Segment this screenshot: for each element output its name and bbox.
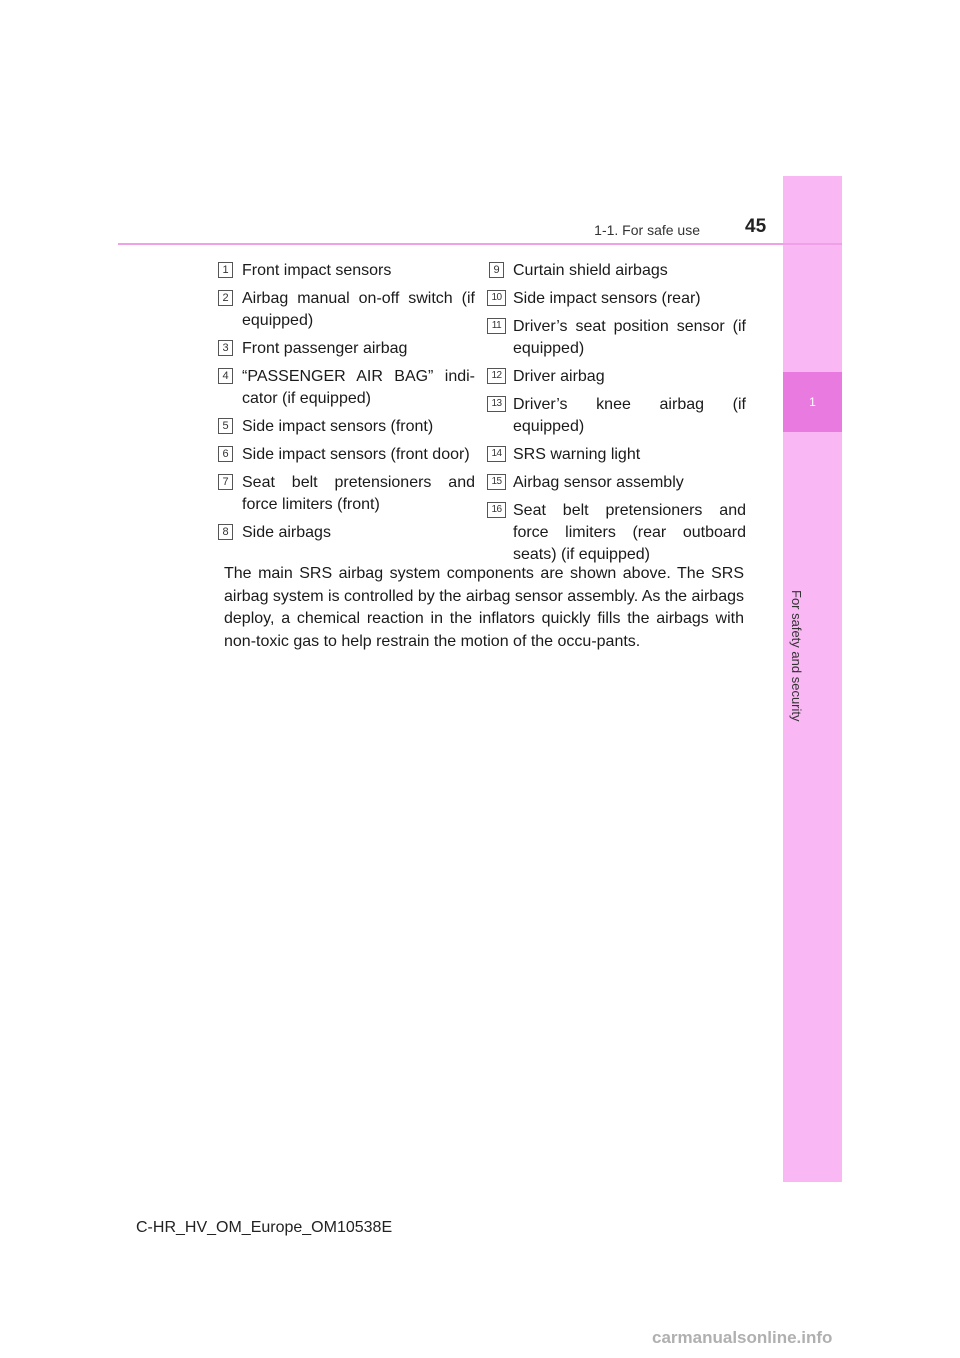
item-number-badge: 7: [218, 474, 233, 490]
legend-item-text: Seat belt pretensioners and force limiters (front): [242, 474, 475, 513]
legend-item: [486, 366, 746, 388]
legend-item-text: Side impact sensors (front): [242, 418, 434, 435]
item-number-badge: 10: [487, 290, 506, 306]
item-number-badge: 9: [489, 262, 504, 278]
legend-right-column: [486, 260, 746, 572]
legend-item-text: Seat belt pretensioners and force limiters (rear outboard seats) (if equipped): [513, 502, 746, 563]
legend-item: [215, 522, 475, 544]
legend-item-text: Front passenger airbag: [242, 340, 408, 357]
legend-item: [215, 260, 475, 282]
legend-item: [215, 416, 475, 438]
legend-item-text: “PASSENGER AIR BAG” indi-cator (if equipped): [242, 368, 475, 407]
legend-item: [215, 444, 475, 466]
site-watermark: carmanualsonline.info: [652, 1328, 833, 1347]
item-number-badge: 6: [218, 446, 233, 462]
legend-item-text: Driver airbag: [513, 368, 605, 385]
legend-item: [215, 338, 475, 360]
legend-item: [486, 444, 746, 466]
item-number-badge: 12: [487, 368, 506, 384]
item-number-badge: 4: [218, 368, 233, 384]
page-number: 45: [745, 216, 767, 237]
legend-item-text: Curtain shield airbags: [513, 262, 668, 279]
legend-item-text: Airbag manual on-off switch (if equipped): [242, 290, 475, 329]
item-number-badge: 1: [218, 262, 233, 278]
legend-item: [215, 366, 475, 410]
item-number-badge: 14: [487, 446, 506, 462]
legend-item: [486, 472, 746, 494]
body-paragraph: The main SRS airbag system components are shown above. The SRS airbag system is controlled by the airbag sensor assembly. As the airbags deploy, a chemical reaction in the inflators quickly fills the airbags with non-toxic gas to help restrain the motion of the occu-pants.: [224, 565, 744, 650]
item-number-badge: 5: [218, 418, 233, 434]
chapter-number: 1: [783, 372, 842, 432]
item-number-badge: 16: [487, 502, 506, 518]
legend-item: [215, 288, 475, 332]
legend-item-text: Airbag sensor assembly: [513, 474, 684, 491]
legend-item: [486, 260, 746, 282]
legend-item: [486, 394, 746, 438]
chapter-label: For safety and security: [789, 590, 804, 722]
item-number-badge: 15: [487, 474, 506, 490]
header-divider: [118, 243, 842, 245]
legend-item-text: Driver’s seat position sensor (if equipped): [513, 318, 746, 357]
legend-item-text: Front impact sensors: [242, 262, 392, 279]
section-title: 1-1. For safe use: [594, 222, 700, 238]
item-number-badge: 13: [487, 396, 506, 412]
legend-item-text: Side impact sensors (front door): [242, 446, 470, 463]
item-number-badge: 3: [218, 340, 233, 356]
legend-item: [486, 288, 746, 310]
legend-item: [215, 472, 475, 516]
document-footer: C-HR_HV_OM_Europe_OM10538E: [136, 1219, 393, 1236]
legend-item-text: Side airbags: [242, 524, 331, 541]
item-number-badge: 2: [218, 290, 233, 306]
legend-item: [486, 316, 746, 360]
item-number-badge: 11: [487, 318, 506, 334]
legend-item-text: Side impact sensors (rear): [513, 290, 701, 307]
legend-item-text: Driver’s knee airbag (if equipped): [513, 396, 746, 435]
legend-item-text: SRS warning light: [513, 446, 641, 463]
legend-item: [486, 500, 746, 566]
legend-left-column: [215, 260, 475, 550]
item-number-badge: 8: [218, 524, 233, 540]
